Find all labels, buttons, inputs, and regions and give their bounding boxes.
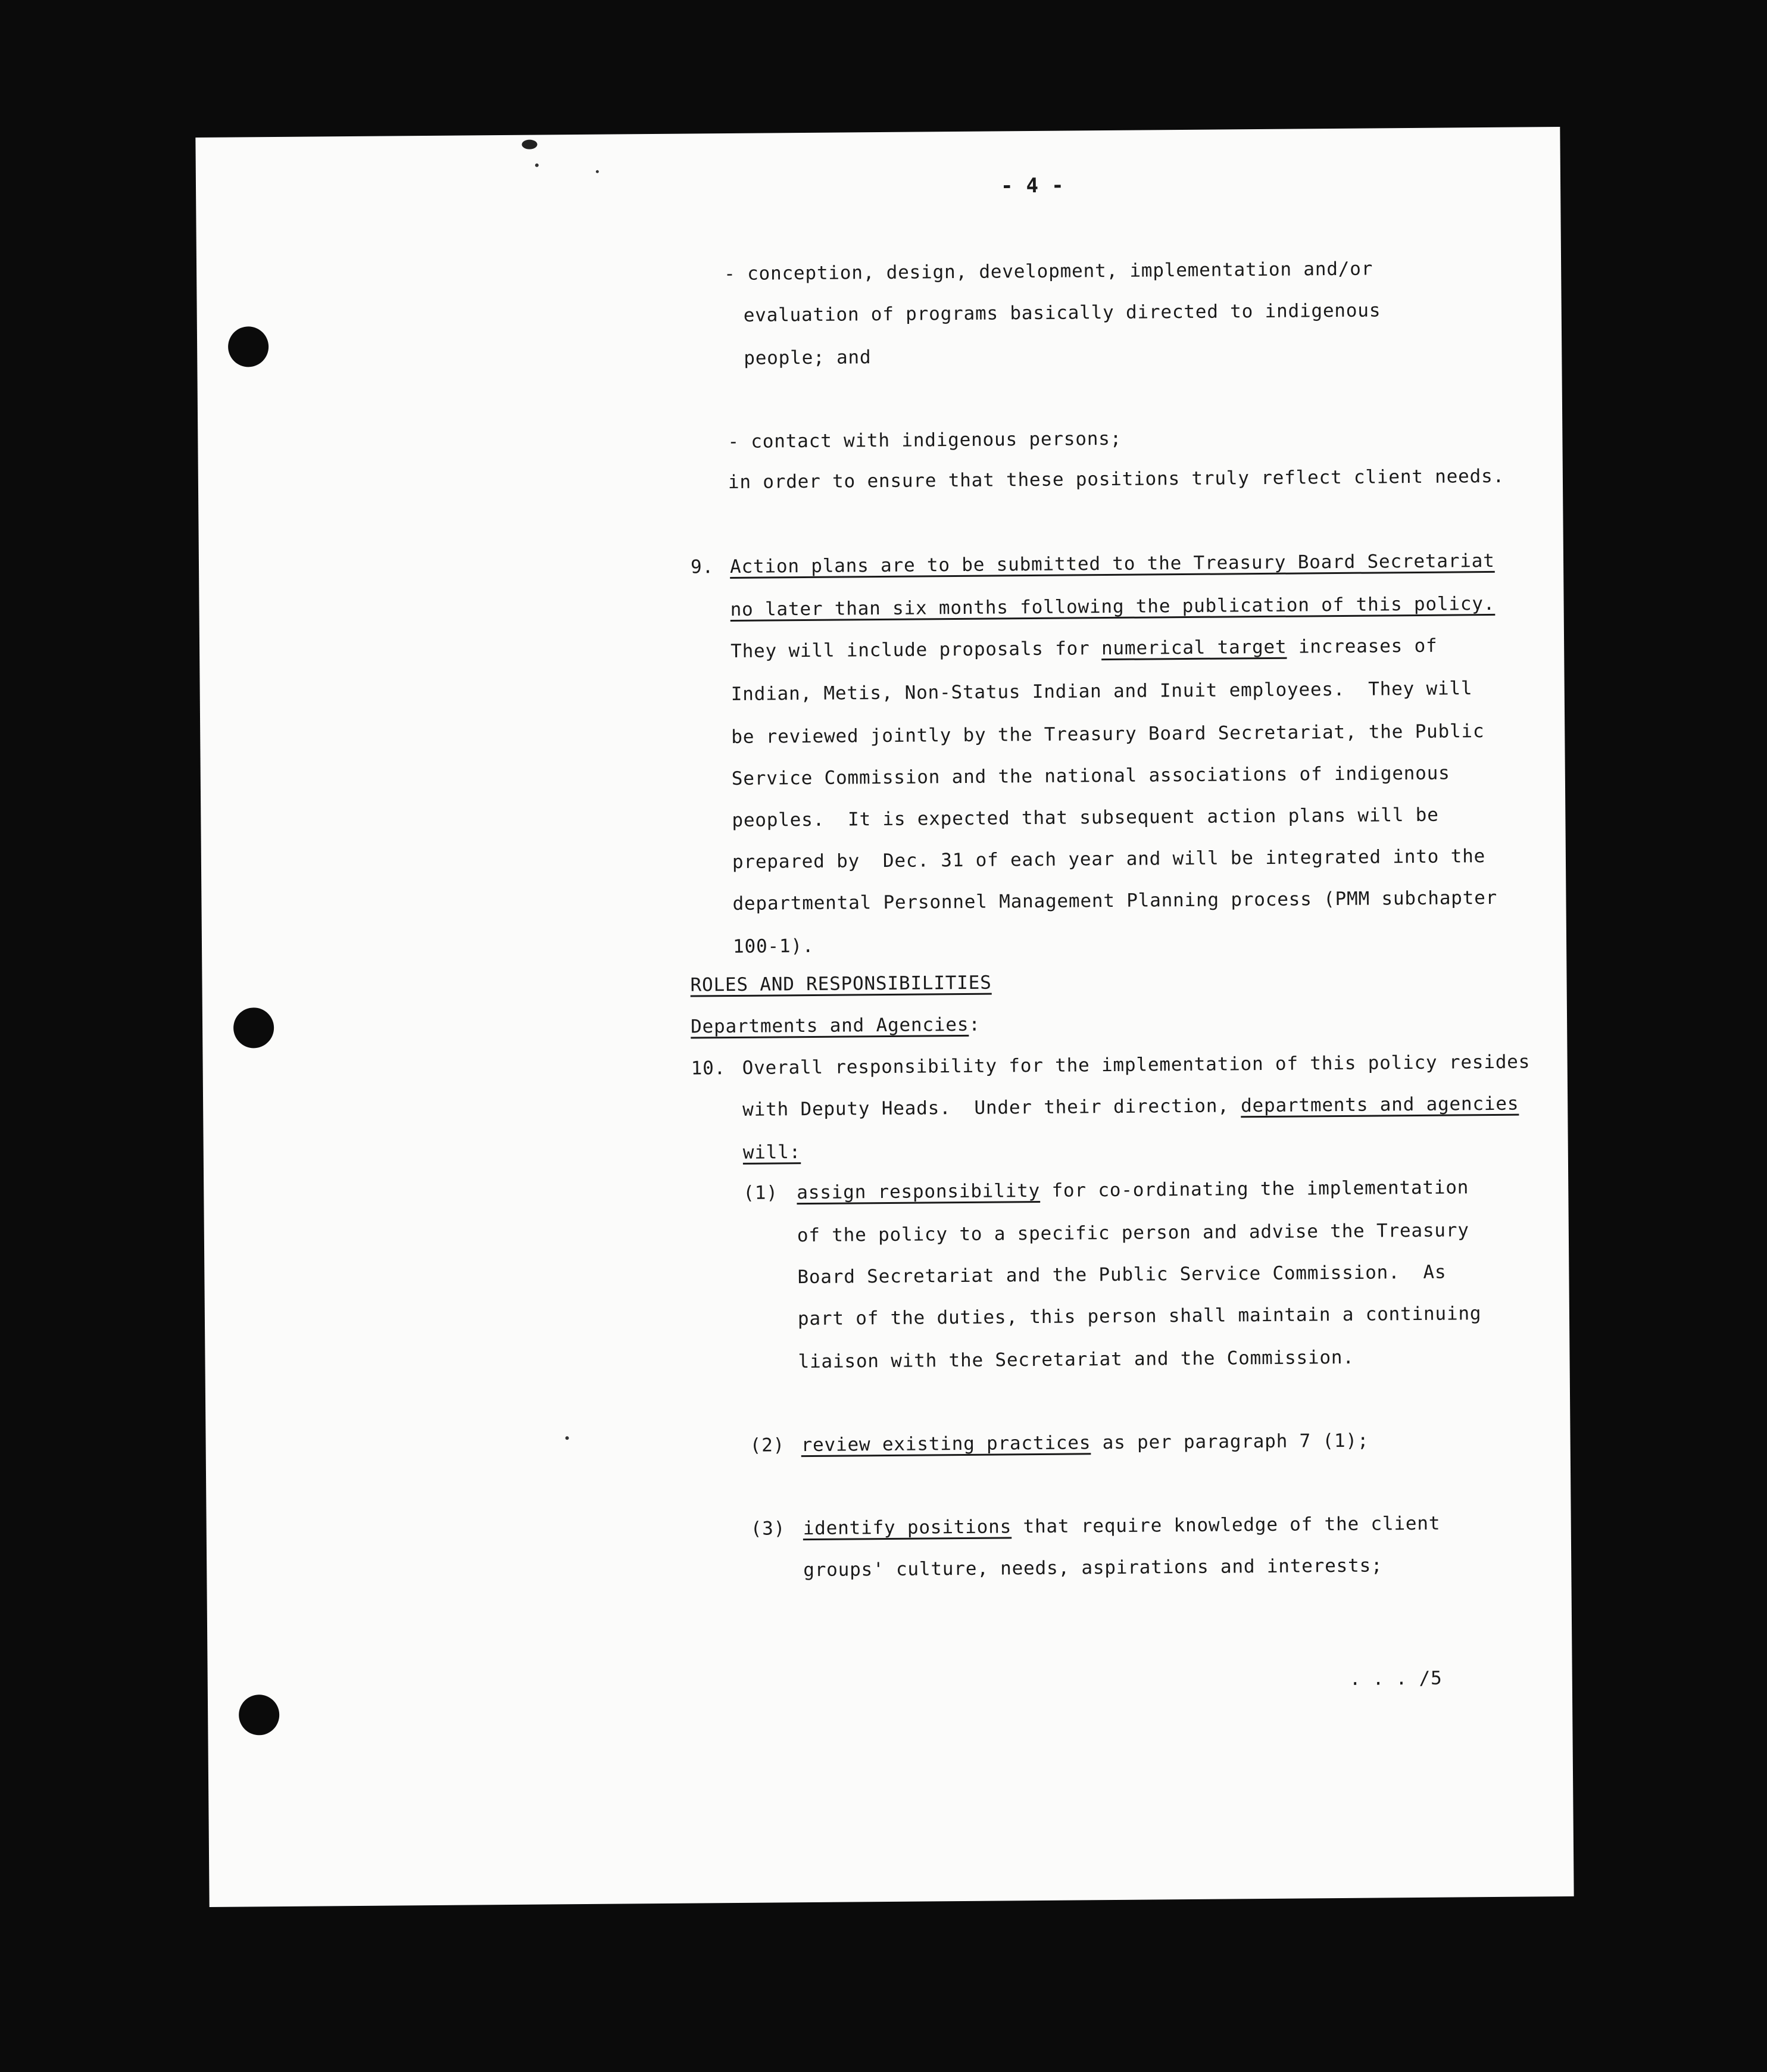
para-9-line-3-end: increases of bbox=[1287, 635, 1438, 658]
section-subheading bbox=[691, 1014, 981, 1038]
item-3-number: (3) bbox=[750, 1518, 786, 1540]
para-9-line-6: Service Commission and the national associations of indigenous bbox=[731, 762, 1450, 790]
numerical-target-underlined: numerical target bbox=[1101, 636, 1287, 660]
scan-speck bbox=[596, 170, 599, 173]
para-10-number: 10. bbox=[691, 1057, 726, 1079]
item-2-line-1 bbox=[801, 1430, 1369, 1456]
punch-hole-middle bbox=[233, 1007, 274, 1049]
page-number: - 4 - bbox=[1000, 173, 1064, 198]
para-9-line-2: no later than six months following the publication of this policy. bbox=[730, 592, 1496, 621]
para-9-line-7: peoples. It is expected that subsequent action plans will be bbox=[732, 804, 1439, 832]
item-3-line-1 bbox=[803, 1513, 1441, 1539]
para-9-line-8: prepared by Dec. 31 of each year and will be integrated into the bbox=[732, 845, 1486, 873]
item-1-line-2: of the policy to a specific person and advise the Treasury bbox=[797, 1219, 1469, 1247]
punch-hole-bottom bbox=[239, 1695, 280, 1736]
subheading-colon: : bbox=[969, 1013, 981, 1035]
review-practices-underlined: review existing practices bbox=[801, 1432, 1091, 1456]
item-1-number: (1) bbox=[743, 1182, 778, 1204]
bullet-1-line-3: people; and bbox=[744, 347, 872, 369]
document-page bbox=[195, 127, 1574, 1907]
item-2-number: (2) bbox=[750, 1434, 785, 1456]
assign-responsibility-underlined: assign responsibility bbox=[797, 1179, 1041, 1204]
para-9-line-1: Action plans are to be submitted to the Treasury Board Secretariat bbox=[729, 550, 1495, 578]
para-9-line-3-start: They will include proposals for bbox=[730, 638, 1102, 663]
para-9-line-3 bbox=[730, 635, 1438, 662]
bullet-1-line-2: evaluation of programs basically directed to indigenous bbox=[743, 299, 1381, 326]
item-1-line-1 bbox=[797, 1177, 1469, 1203]
continuation-marker: . . . /5 bbox=[1349, 1667, 1443, 1690]
para-10-line-3: will: bbox=[742, 1141, 801, 1163]
item-1-line-5: liaison with the Secretariat and the Commission. bbox=[798, 1346, 1354, 1373]
para-10-line-2 bbox=[742, 1093, 1519, 1121]
identify-positions-underlined: identify positions bbox=[803, 1516, 1012, 1540]
bullet-closing-line: in order to ensure that these positions truly reflect client needs. bbox=[728, 465, 1505, 494]
scan-speck bbox=[522, 140, 537, 149]
para-9-number: 9. bbox=[690, 556, 714, 578]
para-9-line-10: 100-1). bbox=[732, 935, 814, 957]
item-3-line-1-rest: that require knowledge of the client bbox=[1011, 1512, 1441, 1538]
para-10-line-2-start: with Deputy Heads. Under their direction, bbox=[742, 1095, 1241, 1121]
item-3-line-2: groups' culture, needs, aspirations and interests; bbox=[803, 1555, 1383, 1581]
para-10-line-1: Overall responsibility for the implementation of this policy resides bbox=[742, 1051, 1531, 1079]
bullet-1-line-1: - conception, design, development, implementation and/or bbox=[724, 258, 1373, 285]
subheading-text: Departments and Agencies bbox=[690, 1013, 969, 1038]
departments-agencies-underlined: departments and agencies bbox=[1240, 1093, 1519, 1117]
item-1-line-4: part of the duties, this person shall maintain a continuing bbox=[797, 1303, 1482, 1330]
item-1-line-3: Board Secretariat and the Public Service Commission. As bbox=[797, 1261, 1447, 1288]
para-9-line-9: departmental Personnel Management Planning process (PMM subchapter bbox=[732, 887, 1498, 915]
para-9-line-5: be reviewed jointly by the Treasury Board Secretariat, the Public bbox=[731, 720, 1485, 748]
section-heading: ROLES AND RESPONSIBILITIES bbox=[690, 972, 992, 996]
punch-hole-top bbox=[228, 326, 269, 367]
item-1-line-1-rest: for co-ordinating the implementation bbox=[1039, 1177, 1469, 1202]
para-9-line-4: Indian, Metis, Non-Status Indian and Inuit employees. They will bbox=[730, 678, 1473, 706]
bullet-2-line-1: - contact with indigenous persons; bbox=[728, 427, 1122, 453]
item-2-line-1-rest: as per paragraph 7 (1); bbox=[1091, 1430, 1369, 1454]
scan-speck bbox=[535, 164, 539, 167]
scan-speck bbox=[566, 1436, 569, 1440]
